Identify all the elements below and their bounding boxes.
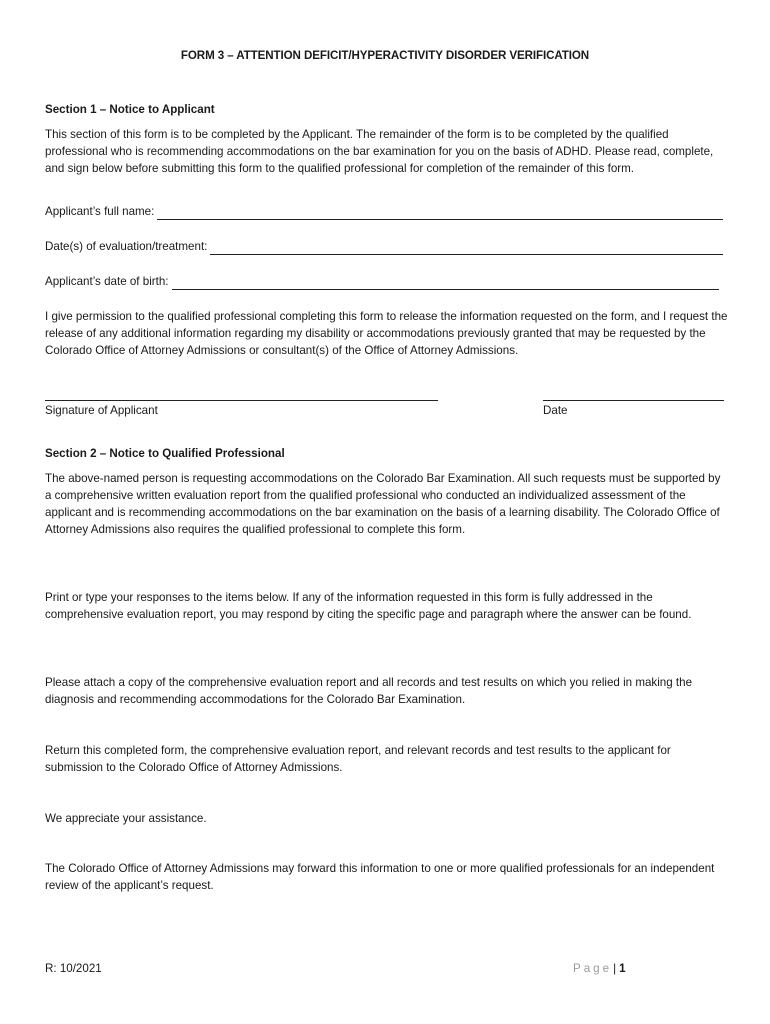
page-indicator: [573, 960, 626, 977]
section-2-paragraph: Print or type your responses to the items below. If any of the information requested in this form is fully addressed in the comprehensive evaluation report, you may respond by citing the specific page and paragraph where the answer can be found.: [45, 591, 692, 621]
section-2-paragraph: The above-named person is requesting accommodations on the Colorado Bar Examination. All such requests must be supported by a comprehensive written evaluation report from the qualified professional who conducted an individualized assessment of the applicant and is recommending accommodations on the bar examination on the basis of a learning disability. The Colorado Office of Attorney Admissions also requires the qualified professional to complete this form.: [45, 472, 721, 536]
section-2-paragraph: Return this completed form, the comprehensive evaluation report, and relevant records and test results to the applicant for submission to the Colorado Office of Attorney Admissions.: [45, 744, 671, 774]
section-2-paragraph: The Colorado Office of Attorney Admissions may forward this information to one or more qualified professionals for an independent review of the applicant’s request.: [45, 862, 715, 892]
section-2-paragraph: We appreciate your assistance.: [45, 812, 207, 825]
page-separator: |: [613, 962, 617, 975]
signature-date-line[interactable]: [543, 388, 724, 401]
page-label: Page: [573, 962, 613, 975]
form-title: FORM 3 – ATTENTION DEFICIT/HYPERACTIVITY DISORDER VERIFICATION: [180, 49, 590, 62]
revision-date: R: 10/2021: [45, 962, 102, 975]
applicant-birth-date-field[interactable]: [45, 273, 719, 290]
evaluation-dates-field[interactable]: [45, 238, 723, 255]
date-label: Date: [543, 404, 568, 417]
permission-statement: I give permission to the qualified professional completing this form to release the information requested on the form, and I request the release of any additional information regarding my disability or accommodations previously granted that may be requested by the Colorado Office of Attorney Admissions or consultant(s) of the Office of Attorney Admissions.: [45, 310, 728, 357]
evaluation-dates-line[interactable]: [210, 242, 723, 255]
page-number: 1: [619, 962, 626, 975]
signature-line[interactable]: [45, 388, 438, 401]
applicant-birth-date-line[interactable]: [172, 277, 719, 290]
applicant-full-name-field[interactable]: [45, 203, 723, 220]
evaluation-dates-label: Date(s) of evaluation/treatment:: [45, 240, 208, 253]
signature-label: Signature of Applicant: [45, 404, 158, 417]
applicant-birth-date-label: Applicant’s date of birth:: [45, 275, 169, 288]
section-2-paragraph: Please attach a copy of the comprehensive evaluation report and all records and test results on which you relied in making the diagnosis and recommending accommodations for the Colorado Bar Examination.: [45, 676, 693, 706]
section-1-intro: This section of this form is to be completed by the Applicant. The remainder of the form is to be completed by the qualified professional who is recommending accommodations on the bar examination for you on the basis of ADHD. Please read, complete, and sign below before submitting this form to the qualified professional for completion of the remainder of this form.: [45, 128, 714, 175]
section-1-heading: Section 1 – Notice to Applicant: [45, 103, 215, 116]
applicant-full-name-line[interactable]: [157, 207, 723, 220]
applicant-full-name-label: Applicant’s full name:: [45, 205, 155, 218]
section-2-heading: Section 2 – Notice to Qualified Professional: [45, 447, 285, 460]
